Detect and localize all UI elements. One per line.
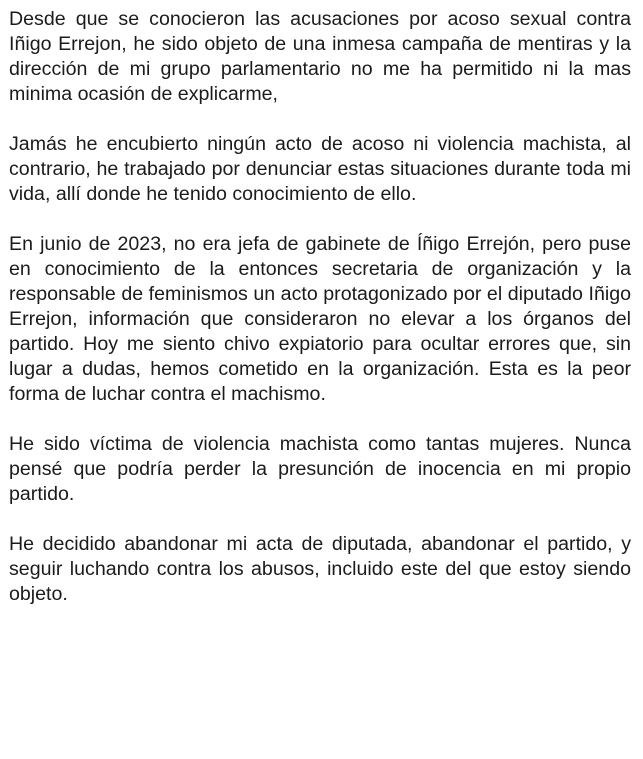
paragraph-campaign: Desde que se conocieron las acusaciones por acoso sexual contra Iñigo Errejon, he sido objeto de una inmesa campaña de mentiras y la dirección de mi grupo parlamentario no me ha permitido ni la mas minima ocasión de explicarme, xyxy=(9,8,631,105)
paragraph-victim: He sido víctima de violencia machista como tantas mujeres. Nunca pensé que podría perder la presunción de inocencia en mi propio partido. xyxy=(9,433,631,505)
paragraph-never-covered: Jamás he encubierto ningún acto de acoso ni violencia machista, al contrario, he trabajado por denunciar estas situaciones durante toda mi vida, allí donde he tenido conocimiento de ello. xyxy=(9,133,631,205)
paragraph-june-2023: En junio de 2023, no era jefa de gabinete de Íñigo Errejón, pero puse en conocimiento de la entonces secretaria de organización y la responsable de feminismos un acto protagonizado por el diputado Iñigo Errejon, información que consideraron no elevar a los órganos del partido. Hoy me siento chivo expiatorio para ocultar errores que, sin lugar a dudas, hemos cometido en la organización. Esta es la peor forma de luchar contra el machismo. xyxy=(9,233,631,405)
paragraph-decision: He decidido abandonar mi acta de diputada, abandonar el partido, y seguir luchando contra los abusos, incluido este del que estoy siendo objeto. xyxy=(9,533,631,605)
statement-document xyxy=(9,7,631,632)
